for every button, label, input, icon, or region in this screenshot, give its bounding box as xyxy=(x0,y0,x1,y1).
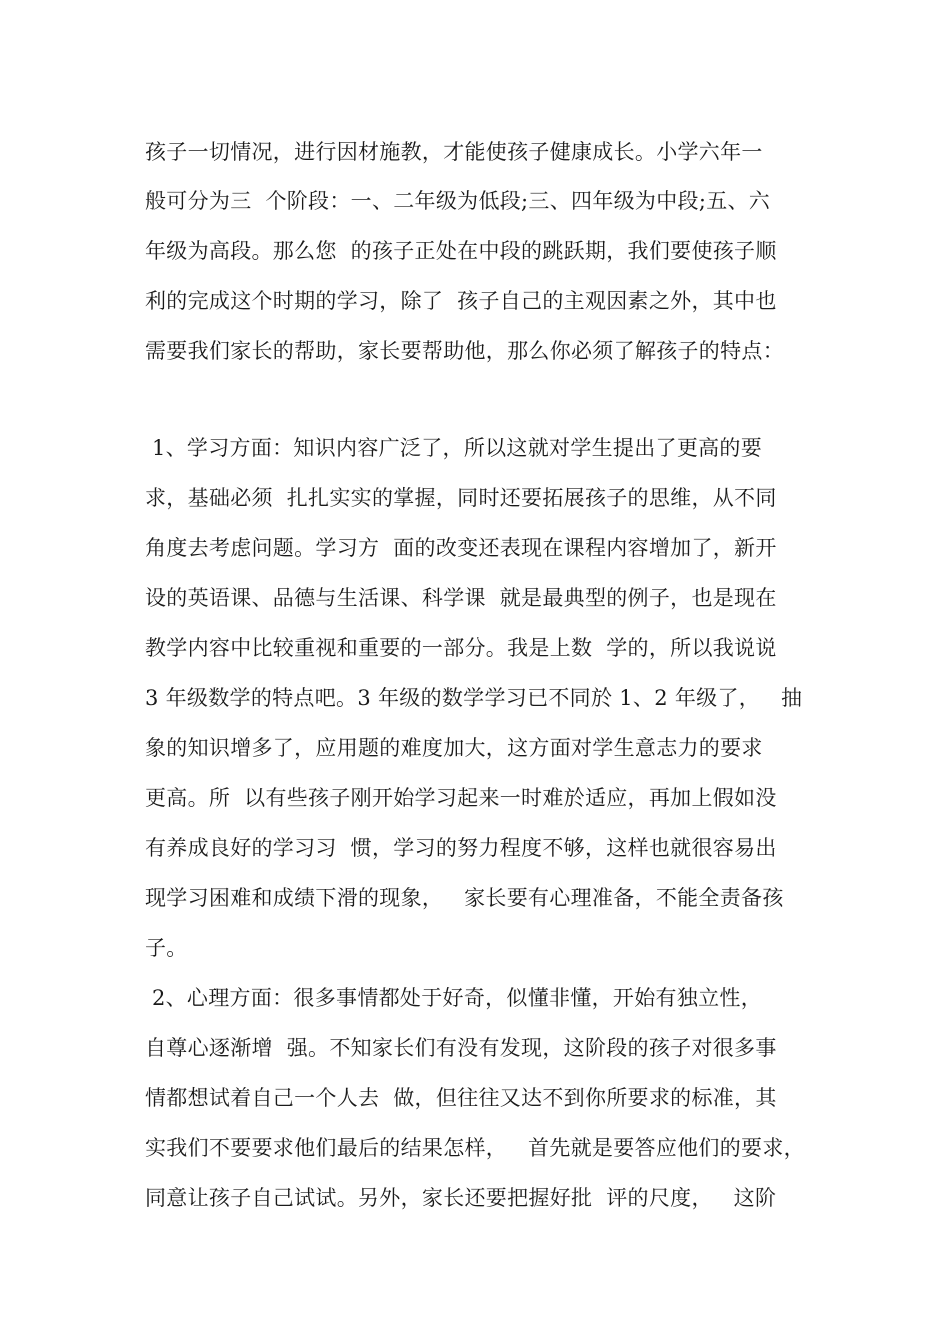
text-line: 自尊心逐渐增 强。不知家长们有没有发现，这阶段的孩子对很多事 xyxy=(145,1036,777,1060)
text-line: 情都想试着自己一个人去 做，但往往又达不到你所要求的标准，其 xyxy=(145,1086,777,1110)
text-line: 更高。所 以有些孩子刚开始学习起来一时难於适应，再加上假如没 xyxy=(145,786,777,810)
text-line: 象的知识增多了，应用题的难度加大，这方面对学生意志力的要求 xyxy=(145,736,763,760)
text-line: 2、心理方面：很多事情都处于好奇，似懂非懂，开始有独立性， xyxy=(145,986,763,1010)
text-line: 有养成良好的学习习 惯，学习的努力程度不够，这样也就很容易出 xyxy=(145,836,777,860)
text-line: 子。 xyxy=(145,936,188,960)
text-line: 同意让孩子自己试试。另外，家长还要把握好批 评的尺度， 这阶 xyxy=(145,1186,777,1210)
text-line: 需要我们家长的帮助，家长要帮助他，那么你必须了解孩子的特点： xyxy=(145,339,784,363)
text-line: 1、学习方面：知识内容广泛了，所以这就对学生提出了更高的要 xyxy=(145,436,763,460)
text-line: 3 年级数学的特点吧。3 年级的数学学习已不同於 1、2 年级了， 抽 xyxy=(145,686,803,710)
text-line: 角度去考虑问题。学习方 面的改变还表现在课程内容增加了，新开 xyxy=(145,536,777,560)
text-line: 现学习困难和成绩下滑的现象， 家长要有心理准备，不能全责备孩 xyxy=(145,886,784,910)
text-line: 设的英语课、品德与生活课、科学课 就是最典型的例子，也是现在 xyxy=(145,586,777,610)
text-line: 利的完成这个时期的学习，除了 孩子自己的主观因素之外，其中也 xyxy=(145,289,777,313)
text-line: 实我们不要要求他们最后的结果怎样， 首先就是要答应他们的要求， xyxy=(145,1136,805,1160)
text-line: 般可分为三 个阶段：一、二年级为低段;三、四年级为中段;五、六 xyxy=(145,189,771,213)
text-line: 孩子一切情况，进行因材施教，才能使孩子健康成长。小学六年一 xyxy=(145,140,763,164)
text-line: 教学内容中比较重视和重要的一部分。我是上数 学的，所以我说说 xyxy=(145,636,777,660)
text-line: 年级为高段。那么您 的孩子正处在中段的跳跃期，我们要使孩子顺 xyxy=(145,239,777,263)
text-line: 求，基础必须 扎扎实实的掌握，同时还要拓展孩子的思维，从不同 xyxy=(145,486,777,510)
